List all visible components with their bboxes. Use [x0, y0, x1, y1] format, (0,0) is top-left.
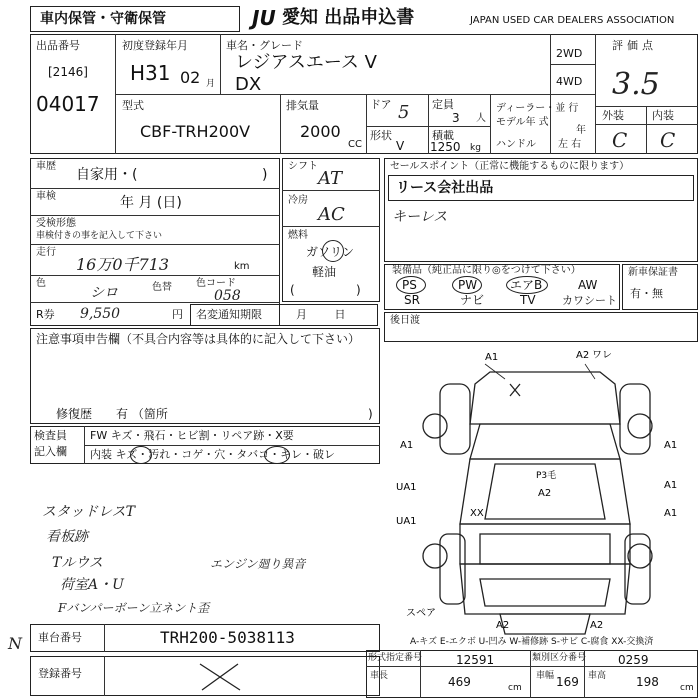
form-title: 愛知 出品申込書	[282, 7, 415, 28]
score-value: 3.5	[612, 67, 660, 102]
handle-options: 左 右	[558, 139, 582, 150]
color-code: 058	[214, 288, 241, 304]
receipt-label: 受検形態	[36, 218, 76, 229]
scratch-circle	[130, 446, 152, 464]
rear-delivery-frame	[384, 312, 698, 342]
doors: 5	[398, 102, 410, 123]
history-label: 車歴	[36, 161, 56, 172]
mileage-label: 走行	[36, 247, 56, 258]
diagram-mark-8: P3毛	[536, 471, 557, 481]
capacity: 3	[452, 111, 460, 125]
shift-label: シフト	[288, 161, 318, 172]
interior-label: 内装	[652, 109, 674, 122]
margin-mark: N	[8, 634, 22, 653]
category-number: 0259	[618, 653, 649, 667]
color-code-label: 色コード	[196, 278, 236, 289]
recycle-label: R券	[36, 308, 55, 321]
height-label: 車高	[588, 671, 607, 681]
selling-point-2: キーレス	[392, 209, 448, 225]
drive-2wd: 2WD	[556, 47, 583, 60]
name-change-units: 月 日	[296, 308, 346, 321]
new-warranty-options: 有・無	[630, 287, 663, 300]
airbag-circle	[506, 276, 548, 294]
fuel-selected-circle	[322, 240, 344, 262]
displacement-label: 排気量	[286, 99, 319, 112]
car-name: レジアスエース V	[235, 52, 377, 73]
height: 198	[636, 675, 659, 689]
width-label: 車幅	[536, 671, 555, 681]
mileage-unit: km	[234, 261, 250, 272]
shaken-label: 車検	[36, 191, 56, 202]
diagram-mark-1: A1	[485, 352, 499, 363]
lot-sub-number: [2146]	[48, 65, 88, 79]
year-unit: 年	[576, 125, 586, 136]
dealer-label: ディーラー・並 行	[496, 103, 579, 114]
color-value: シロ	[90, 285, 118, 301]
diagram-mark-5: UA1	[396, 482, 417, 493]
note-line-1: スタッドレスT	[42, 504, 135, 520]
diagram-mark-6: UA1	[396, 516, 417, 527]
category-label: 類別区分番号	[532, 653, 587, 663]
doors-label: ドア	[370, 98, 392, 111]
diagram-mark-11: A1	[664, 480, 678, 491]
pw-circle	[452, 276, 482, 294]
length-unit: cm	[508, 683, 522, 693]
shift-value: AT	[318, 168, 343, 189]
drive-4wd: 4WD	[556, 75, 583, 88]
shape: V	[396, 139, 405, 153]
engine-note: エンジン廻り異音	[210, 557, 306, 571]
lot-number: 04017	[36, 92, 100, 116]
notice-label: 注意事項申告欄（不具合内容等は具体的に記入して下さい）	[36, 332, 361, 346]
exterior-grade: C	[612, 128, 628, 152]
interior-row: 内装 キズ・汚れ・コゲ・穴・タバコ・キレ・破レ	[90, 448, 336, 461]
shaken-value: 年 月 (日)	[120, 195, 182, 211]
equip-pw: PW	[458, 278, 478, 292]
inspector-note: 記入欄	[34, 445, 67, 458]
diagram-mark-4: A1	[400, 440, 414, 451]
diagram-mark-3: ワレ	[592, 350, 612, 361]
interior-grade: C	[660, 128, 676, 152]
repair-label: 修復歴	[56, 407, 93, 421]
shape-label: 形状	[370, 129, 392, 142]
note-line-4: 荷室A・U	[60, 577, 124, 593]
spare-label: スペア	[406, 608, 436, 619]
equip-leather-seat: カワシート	[562, 294, 617, 307]
history-frame	[30, 158, 280, 326]
fuel-diesel: 軽油	[312, 265, 337, 279]
first-reg-label: 初度登録年月	[122, 39, 188, 52]
diagram-mark-12: A1	[664, 508, 678, 519]
capacity-unit: 人	[476, 113, 486, 124]
recycle-value: 9,550	[80, 306, 121, 322]
diagram-mark-9: A2	[538, 488, 552, 499]
history-value: 自家用・(	[76, 167, 138, 183]
car-grade: DX	[235, 74, 262, 95]
selling-point-1: リース会社出品	[396, 180, 494, 196]
height-unit: cm	[680, 683, 694, 693]
equip-airbag: エアB	[510, 278, 543, 292]
chassis-label: 車台番号	[38, 631, 82, 644]
ac-value: AC	[318, 204, 345, 225]
load: 1250	[430, 140, 461, 154]
equipment-label: 装備品（純正品に限り◎をつけて下さい）	[392, 265, 581, 276]
diagram-mark-14: A2	[590, 620, 604, 631]
cross-mark	[510, 384, 520, 396]
ps-circle	[396, 276, 426, 294]
length: 469	[448, 675, 471, 689]
note-line-5: Fバンパーボーン立ネント歪	[58, 601, 210, 615]
model-code-label: 型式	[122, 99, 144, 112]
length-label: 車長	[370, 671, 389, 681]
mileage-value: 16万0千713	[76, 255, 170, 274]
load-unit: kg	[470, 143, 481, 153]
registration-cross	[190, 660, 250, 694]
capacity-label: 定員	[432, 98, 454, 111]
storage-status: 車内保管・守衛保管	[40, 11, 166, 27]
ac-label: 冷房	[288, 195, 308, 206]
exterior-label: 外装	[602, 109, 624, 122]
model-year-label: モデル年 式	[496, 117, 549, 128]
damage-legend: A-キズ E-エクボ U-凹み W-補修跡 S-サビ C-腐食 XX-交換済	[410, 637, 654, 647]
note-line-2: 看板跡	[46, 529, 88, 545]
equip-ps: PS	[402, 278, 417, 292]
lot-no-label: 出品番号	[36, 39, 80, 52]
equip-navi: ナビ	[460, 293, 485, 307]
receipt-note: 車検付きの事を記入して下さい	[36, 231, 163, 241]
model-designation-label: 形式指定番号	[368, 653, 423, 663]
score-label: 評価点	[612, 39, 657, 52]
rear-delivery-label: 後日渡	[390, 315, 420, 326]
registration-label: 登録番号	[38, 667, 82, 680]
first-reg-year: H31	[130, 61, 171, 85]
new-warranty-label: 新車保証書	[628, 267, 678, 278]
name-grade-label: 車名・グレード	[226, 39, 303, 52]
diagram-mark-2: A2	[576, 350, 590, 361]
inspector-label: 検査員	[34, 429, 67, 442]
repair-value: 有 （箇所	[116, 407, 168, 421]
note-line-3: Tルウス	[52, 555, 103, 571]
recycle-unit: 円	[172, 308, 183, 321]
model-designation: 12591	[456, 653, 495, 667]
width: 169	[556, 675, 579, 689]
equip-aw: AW	[578, 278, 598, 292]
fuel-label: 燃料	[288, 230, 308, 241]
color-label: 色	[36, 278, 46, 289]
association-name: JAPAN USED CAR DEALERS ASSOCIATION	[470, 15, 675, 26]
diagram-mark-13: A2	[496, 620, 510, 631]
diagram-mark-7: XX	[470, 508, 484, 519]
fw-row: FW キズ・飛石・ヒビ割・リペア跡・X要	[90, 429, 294, 442]
diagram-mark-10: A1	[664, 440, 678, 451]
month-unit: 月	[206, 79, 216, 89]
color-change-label: 色替	[152, 282, 172, 293]
name-change-label: 名変通知期限	[196, 308, 262, 321]
model-code: CBF-TRH200V	[140, 122, 251, 141]
hood-outline	[470, 372, 620, 424]
equip-tv: TV	[520, 293, 536, 307]
tobacco-circle	[264, 446, 290, 464]
displacement: 2000	[300, 122, 341, 141]
selling-points-label: セールスポイント（正常に機能するものに限ります）	[390, 161, 630, 172]
fuel-gasoline: ガソリン	[306, 245, 355, 259]
ju-logo: JU	[252, 6, 276, 30]
chassis-number: TRH200-5038113	[160, 628, 295, 647]
first-reg-month: 02	[180, 68, 201, 87]
handle-label: ハンドル	[496, 139, 536, 150]
load-label: 積載	[432, 129, 454, 142]
damage-diagram	[380, 344, 698, 644]
cc-unit: CC	[348, 139, 362, 150]
equip-sr: SR	[404, 293, 420, 307]
